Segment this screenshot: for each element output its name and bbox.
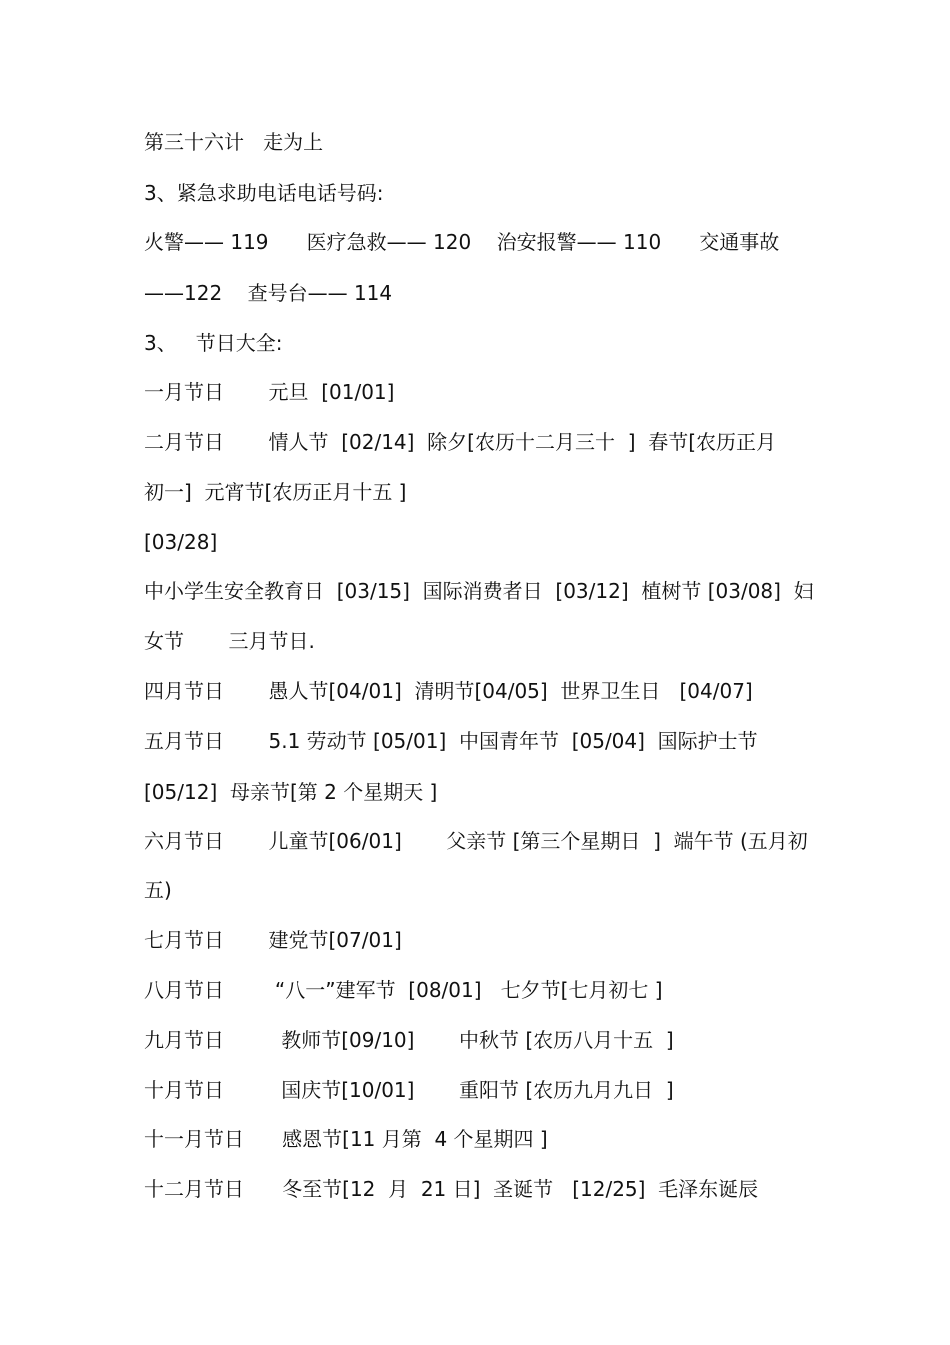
- text-line: 七月节日 建党节[07/01]: [144, 928, 402, 952]
- text-line: 十一月节日 感恩节[11 月第 4 个星期四 ]: [144, 1127, 548, 1151]
- text-line: 火警—— 119 医疗急救—— 120 治安报警—— 110 交通事故: [144, 230, 780, 254]
- text-line: 五月节日 5.1 劳动节 [05/01] 中国青年节 [05/04] 国际护士节: [144, 729, 758, 753]
- text-line: 十二月节日 冬至节[12 月 21 日] 圣诞节 [12/25] 毛泽东诞辰: [144, 1177, 759, 1201]
- text-line: ——122 查号台—— 114: [144, 281, 393, 305]
- text-line: [05/12] 母亲节[第 2 个星期天 ]: [144, 780, 438, 804]
- text-line: [03/28]: [144, 530, 218, 554]
- text-line: 3、紧急求助电话电话号码:: [144, 181, 384, 205]
- text-line: 初一] 元宵节[农历正月十五 ]: [144, 480, 407, 504]
- text-line: 四月节日 愚人节[04/01] 清明节[04/05] 世界卫生日 [04/07]: [144, 679, 753, 703]
- text-line: 中小学生安全教育日 [03/15] 国际消费者日 [03/12] 植树节 [03/08] 妇: [144, 579, 814, 603]
- text-line: 五): [144, 878, 172, 902]
- text-line: 八月节日 “八一”建军节 [08/01] 七夕节[七月初七 ]: [144, 978, 663, 1002]
- text-line: 六月节日 儿童节[06/01] 父亲节 [第三个星期日 ] 端午节 (五月初: [144, 829, 808, 853]
- section-heading: 3、 节日大全:: [144, 331, 283, 355]
- text-line: 九月节日 教师节[09/10] 中秋节 [农历八月十五 ]: [144, 1028, 674, 1052]
- text-line: 二月节日 情人节 [02/14] 除夕[农历十二月三十 ] 春节[农历正月: [144, 430, 777, 454]
- text-line: 一月节日 元旦 [01/01]: [144, 380, 395, 404]
- text-line: 十月节日 国庆节[10/01] 重阳节 [农历九月九日 ]: [144, 1078, 674, 1102]
- text-line: 第三十六计 走为上: [144, 130, 324, 154]
- text-line: 女节 三月节日.: [144, 629, 315, 653]
